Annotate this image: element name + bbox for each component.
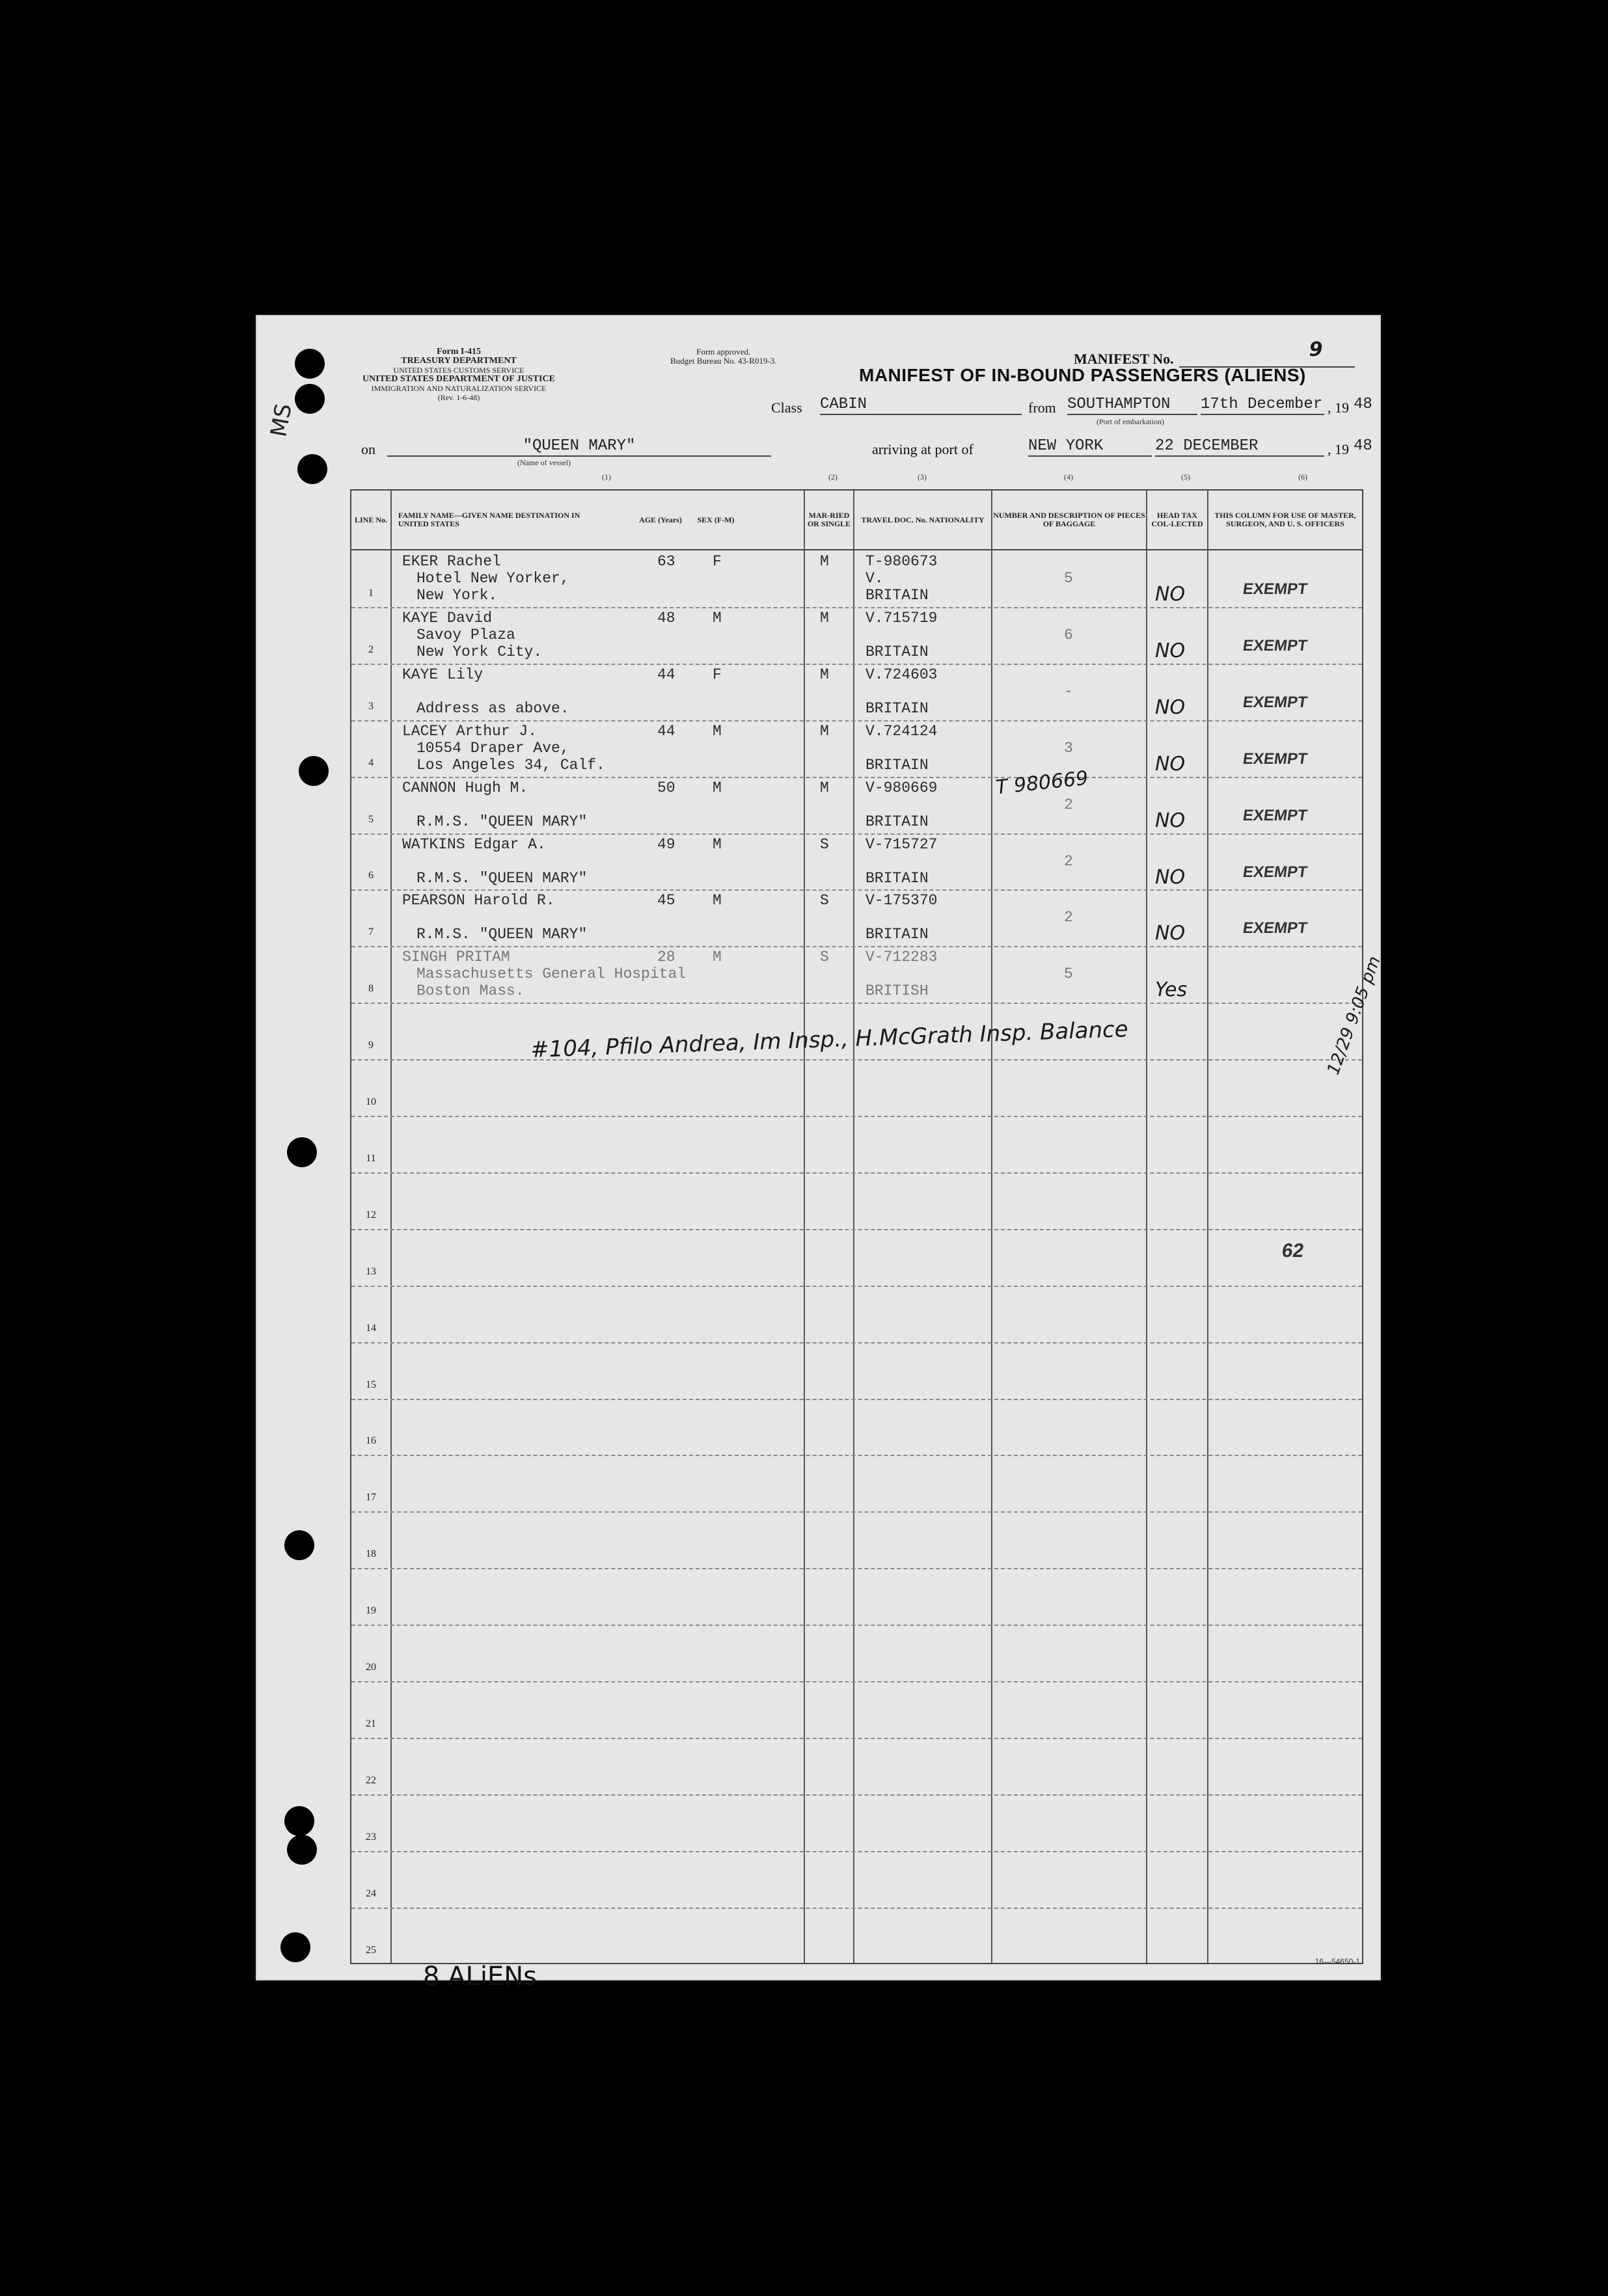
passenger-note: EXEMPT xyxy=(1242,636,1309,655)
passenger-name: EKER Rachel xyxy=(402,553,501,570)
col-travel-doc: TRAVEL DOC. No. NATIONALITY xyxy=(861,515,985,524)
row-divider xyxy=(351,833,1362,835)
line-number: 12 xyxy=(366,1209,376,1221)
passenger-nationality: BRITAIN xyxy=(865,643,929,660)
passenger-dest-2: R.M.S. "QUEEN MARY" xyxy=(416,926,588,943)
column-divider xyxy=(991,491,992,1963)
line-number: 11 xyxy=(366,1152,376,1164)
passenger-note: EXEMPT xyxy=(1242,919,1309,938)
line-number: 7 xyxy=(368,926,374,938)
passenger-nationality: BRITISH xyxy=(865,982,929,1000)
passenger-sex: M xyxy=(713,949,722,966)
passenger-name: PEARSON Harold R. xyxy=(402,892,555,910)
passenger-baggage: 3 xyxy=(1064,739,1073,757)
line-number: 10 xyxy=(366,1096,376,1107)
approval-block xyxy=(670,347,777,366)
passenger-doc: V.724603 xyxy=(865,666,938,683)
passenger-head-tax: NO xyxy=(1155,696,1186,719)
from-year: 48 xyxy=(1354,396,1372,413)
margin-initials: MS xyxy=(266,401,297,439)
passenger-note: EXEMPT xyxy=(1242,580,1309,598)
doc-correction: T 980669 xyxy=(994,766,1089,800)
row-divider xyxy=(351,1286,1362,1287)
on-label: on xyxy=(361,441,375,457)
approved-label: Form approved. xyxy=(696,347,751,357)
immigration-label: IMMIGRATION AND NATURALIZATION SERVICE xyxy=(371,384,547,393)
passenger-marital: M xyxy=(820,779,829,796)
passenger-age: 45 xyxy=(657,892,675,910)
passenger-head-tax: NO xyxy=(1155,865,1186,889)
passenger-marital: M xyxy=(820,553,829,570)
vessel-name: "QUEEN MARY" xyxy=(387,437,771,457)
row-divider xyxy=(351,946,1362,947)
line-number: 15 xyxy=(366,1379,376,1390)
line-number: 13 xyxy=(366,1265,376,1277)
punch-hole xyxy=(284,1806,314,1836)
arriving-label: arriving at port of xyxy=(872,441,974,457)
alien-count-note: 8 ALiENs xyxy=(423,1962,537,1992)
passenger-name: SINGH PRITAM xyxy=(402,949,510,966)
column-divider xyxy=(1207,491,1208,1963)
form-number: Form I-415 xyxy=(436,347,482,357)
passenger-nationality: BRITAIN xyxy=(865,587,929,604)
line-number: 3 xyxy=(368,700,374,712)
passenger-baggage: 2 xyxy=(1064,909,1073,926)
passenger-age: 48 xyxy=(657,609,675,627)
passenger-dest-2: R.M.S. "QUEEN MARY" xyxy=(416,813,588,830)
passenger-note: EXEMPT xyxy=(1242,806,1309,824)
passenger-sex: M xyxy=(713,609,722,627)
column-divider xyxy=(390,491,392,1963)
row-divider xyxy=(351,720,1362,722)
passenger-sex: F xyxy=(713,553,722,570)
page-title: MANIFEST OF IN-BOUND PASSENGERS (ALIENS) xyxy=(859,365,1306,385)
passenger-baggage: 2 xyxy=(1064,852,1073,870)
passenger-doc: T-980673 xyxy=(865,553,938,570)
budget-label: Budget Bureau No. 43-R019-3. xyxy=(670,356,777,366)
agency-header xyxy=(361,347,556,402)
passenger-name: KAYE Lily xyxy=(402,666,484,683)
arrival-year-prefix: , 19 xyxy=(1328,441,1349,457)
passenger-age: 44 xyxy=(657,666,675,683)
justice-label: UNITED STATES DEPARTMENT OF JUSTICE xyxy=(362,374,555,384)
col-baggage: NUMBER AND DESCRIPTION OF PIECES OF BAGGAGE xyxy=(993,511,1145,528)
line-number: 2 xyxy=(368,643,374,655)
passenger-doc: V-715727 xyxy=(865,835,938,853)
inspector-signature-line: #104, Pfilo Andrea, Im Insp., H.McGrath Insp. Balance xyxy=(530,1016,1129,1064)
passenger-age: 50 xyxy=(657,779,675,796)
passenger-name: WATKINS Edgar A. xyxy=(402,835,546,853)
passenger-baggage: 5 xyxy=(1064,570,1073,587)
punch-hole xyxy=(284,1530,314,1560)
treasury-label: TREASURY DEPARTMENT xyxy=(401,356,517,366)
passenger-marital: S xyxy=(820,949,829,966)
line-number: 5 xyxy=(368,813,374,825)
passenger-marital: M xyxy=(820,666,829,683)
passenger-name: KAYE David xyxy=(402,609,493,627)
passenger-dest-2: Los Angeles 34, Calf. xyxy=(416,756,605,774)
stamp-62: 62 xyxy=(1280,1240,1305,1262)
row-divider xyxy=(351,1851,1362,1852)
row-divider xyxy=(351,1342,1362,1344)
passenger-doc: V-712283 xyxy=(865,949,938,966)
row-divider xyxy=(351,777,1362,778)
row-divider xyxy=(351,1172,1362,1174)
passenger-head-tax: NO xyxy=(1155,583,1186,606)
row-divider xyxy=(351,889,1362,891)
row-divider xyxy=(351,1511,1362,1513)
column-number: (5) xyxy=(1181,472,1190,481)
row-divider xyxy=(351,1625,1362,1626)
punch-hole xyxy=(280,1932,310,1962)
row-divider xyxy=(351,1908,1362,1909)
col-age: AGE (Years) xyxy=(639,515,682,524)
column-number: (2) xyxy=(828,472,838,481)
passenger-baggage: - xyxy=(1064,682,1073,700)
margin-time: 12/29 9:05 pm xyxy=(1323,953,1385,1078)
col-sex: SEX (F-M) xyxy=(697,515,735,524)
passenger-nationality: BRITAIN xyxy=(865,869,929,887)
manifest-no-label: MANIFEST No. xyxy=(1074,351,1174,367)
line-number: 23 xyxy=(366,1831,376,1843)
port-embark-caption: (Port of embarkation) xyxy=(1097,417,1164,426)
row-divider xyxy=(351,1003,1362,1004)
passenger-age: 63 xyxy=(657,553,675,570)
col-line-no: LINE No. xyxy=(354,515,387,524)
row-divider xyxy=(351,1794,1362,1796)
from-port: SOUTHAMPTON xyxy=(1067,396,1197,415)
passenger-dest-1: 10554 Draper Ave, xyxy=(416,739,569,757)
passenger-sex: M xyxy=(713,835,722,853)
passenger-marital: M xyxy=(820,722,829,740)
manifest-page xyxy=(256,315,1385,1980)
passenger-age: 28 xyxy=(657,949,675,966)
passenger-nationality: BRITAIN xyxy=(865,756,929,774)
line-number: 19 xyxy=(366,1605,376,1617)
row-divider xyxy=(351,1399,1362,1400)
row-divider xyxy=(351,1059,1362,1060)
line-number: 9 xyxy=(368,1040,374,1051)
column-divider xyxy=(1146,491,1147,1963)
passenger-marital: S xyxy=(820,892,829,910)
passenger-note: EXEMPT xyxy=(1242,863,1309,881)
revision-label: (Rev. 1-6-48) xyxy=(437,393,480,402)
passenger-baggage: 6 xyxy=(1064,626,1073,643)
row-divider xyxy=(351,664,1362,665)
line-number: 4 xyxy=(368,757,374,768)
punch-hole xyxy=(287,1137,317,1167)
col-officers: THIS COLUMN FOR USE OF MASTER, SURGEON, AND U. S. OFFICERS xyxy=(1214,511,1356,528)
column-divider xyxy=(804,491,805,1963)
col-head-tax: HEAD TAX COL-LECTED xyxy=(1151,511,1203,528)
from-date: 17th December xyxy=(1201,396,1324,415)
line-number: 16 xyxy=(366,1435,376,1447)
arrival-date: 22 DECEMBER xyxy=(1155,437,1324,457)
row-divider xyxy=(351,1681,1362,1682)
column-number: (4) xyxy=(1064,472,1073,481)
from-year-prefix: , 19 xyxy=(1328,399,1349,416)
line-number: 14 xyxy=(366,1322,376,1334)
passenger-doc: V.724124 xyxy=(865,722,938,740)
from-label: from xyxy=(1028,399,1056,416)
col-married: MAR-RIED OR SINGLE xyxy=(807,511,851,528)
row-divider xyxy=(351,1455,1362,1456)
passenger-dest-1: Savoy Plaza xyxy=(416,626,515,643)
line-number: 6 xyxy=(368,870,374,882)
header-divider xyxy=(351,549,1362,550)
passenger-dest-2: Boston Mass. xyxy=(416,982,525,1000)
vessel-caption: (Name of vessel) xyxy=(517,458,571,467)
line-number: 1 xyxy=(368,587,374,599)
column-number: (1) xyxy=(602,472,611,481)
passenger-head-tax: NO xyxy=(1155,639,1186,662)
column-number: (6) xyxy=(1298,472,1307,481)
passenger-nationality: BRITAIN xyxy=(865,699,929,717)
passenger-doc: V-980669 xyxy=(865,779,938,796)
passenger-note: EXEMPT xyxy=(1242,693,1309,711)
manifest-no-field xyxy=(1179,338,1355,368)
passenger-dest-1: Hotel New Yorker, xyxy=(416,570,569,587)
passenger-head-tax: NO xyxy=(1155,809,1186,832)
row-divider xyxy=(351,1738,1362,1739)
passenger-table xyxy=(350,489,1363,1964)
arrival-year: 48 xyxy=(1354,437,1372,455)
passenger-dest-2: New York City. xyxy=(416,643,543,660)
punch-hole xyxy=(295,384,325,414)
col-name: FAMILY NAME—GIVEN NAME DESTINATION IN UNITED STATES xyxy=(398,511,580,528)
passenger-sex: M xyxy=(713,779,722,796)
passenger-head-tax: NO xyxy=(1155,752,1186,776)
passenger-doc: V.715719 xyxy=(865,609,938,627)
punch-hole xyxy=(297,454,327,484)
line-number: 8 xyxy=(368,983,374,995)
passenger-nationality: BRITAIN xyxy=(865,926,929,943)
row-divider xyxy=(351,1568,1362,1569)
passenger-sex: M xyxy=(713,722,722,740)
passenger-nationality: BRITAIN xyxy=(865,813,929,830)
form-code: 16—54650-1 xyxy=(1315,1957,1360,1966)
manifest-number xyxy=(1074,338,1355,368)
passenger-sex: M xyxy=(713,892,722,910)
class-label: Class xyxy=(771,399,802,416)
passenger-dest-2: R.M.S. "QUEEN MARY" xyxy=(416,869,588,887)
passenger-head-tax: Yes xyxy=(1155,979,1188,1002)
line-number: 24 xyxy=(366,1887,376,1899)
passenger-marital: S xyxy=(820,835,829,853)
column-divider xyxy=(853,491,854,1963)
passenger-name: CANNON Hugh M. xyxy=(402,779,528,796)
passenger-doc: V-175370 xyxy=(865,892,938,910)
line-number: 18 xyxy=(366,1548,376,1560)
passenger-age: 49 xyxy=(657,835,675,853)
punch-hole xyxy=(295,349,325,379)
passenger-dest-1: Massachusetts General Hospital xyxy=(416,966,687,983)
passenger-dest-2: New York. xyxy=(416,587,498,604)
line-number: 22 xyxy=(366,1774,376,1786)
passenger-doc-2: V. xyxy=(865,570,884,587)
line-number: 21 xyxy=(366,1718,376,1729)
passenger-age: 44 xyxy=(657,722,675,740)
passenger-baggage: 2 xyxy=(1064,796,1073,813)
passenger-head-tax: NO xyxy=(1155,922,1186,945)
row-divider xyxy=(351,1229,1362,1230)
punch-hole xyxy=(287,1835,317,1865)
row-divider xyxy=(351,607,1362,608)
passenger-dest-2: Address as above. xyxy=(416,699,569,717)
row-divider xyxy=(351,1116,1362,1117)
manifest-no-value: 9 xyxy=(1309,338,1323,361)
line-number: 25 xyxy=(366,1944,376,1956)
passenger-marital: M xyxy=(820,609,829,627)
customs-label: UNITED STATES CUSTOMS SERVICE xyxy=(393,366,525,375)
passenger-name: LACEY Arthur J. xyxy=(402,722,538,740)
class-value: CABIN xyxy=(820,396,1022,415)
arrival-port: NEW YORK xyxy=(1028,437,1152,457)
line-number: 20 xyxy=(366,1662,376,1673)
line-number: 17 xyxy=(366,1492,376,1504)
column-number: (3) xyxy=(918,472,927,481)
punch-hole xyxy=(299,756,329,786)
passenger-note: EXEMPT xyxy=(1242,750,1309,768)
passenger-baggage: 5 xyxy=(1064,966,1073,983)
passenger-sex: F xyxy=(713,666,722,683)
